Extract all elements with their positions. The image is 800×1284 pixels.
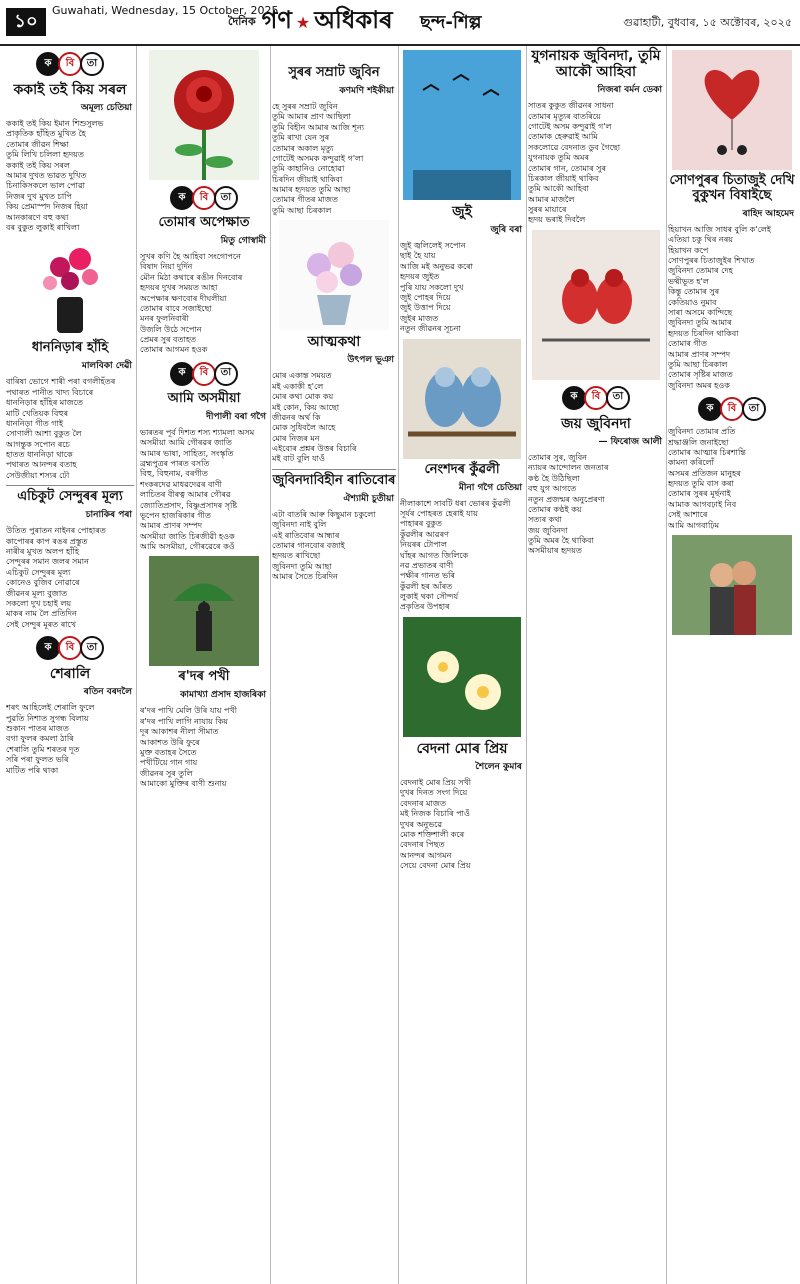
logo-mark-icon: ★ [295, 12, 311, 32]
poem-title: নেংশদৰ কুঁৱলী [424, 461, 500, 477]
poem-title: বেদনা মোৰ প্ৰিয় [416, 740, 508, 757]
flower-pot-image [279, 220, 389, 330]
column-1 [6, 46, 134, 1284]
poem-author: ঐশ্যামী চুতীয়া [343, 493, 394, 504]
poem-title: তোমাৰ অপেক্ষাত [158, 215, 250, 230]
poem-title: এচিকুট সেন্দুৰৰ মূল্য [17, 489, 123, 505]
poem-author: — ফিৰোজ আলী [598, 436, 662, 447]
poem-body: এটা বাতৰি আৰু কিছুমান চকুলো জুবিনদা নাই বুলি এই ৰাতিবোৰ আন্ধাৰ তোমাৰ গানবোৰ বজাই হৃদয়ত ৰাখিছো জুবিনদা তুমি আছা আমাৰ সৈতে চিৰদিন [272, 509, 376, 582]
kobita-badge: ক বি তা [140, 186, 268, 210]
poem-title: জয় জুবিনদা [561, 415, 631, 432]
poem-title: যুগনায়ক জুবিনদা, তুমি আকৌ আহিবা [531, 48, 661, 81]
section-title: ছন্দ-শিল্প [420, 12, 482, 33]
poem-author: উৎপল ভূঞা [347, 355, 394, 366]
masthead [0, 0, 800, 46]
logo-adhikar: অধিকাৰ [314, 6, 393, 34]
kobita-badge: ক বি তা [668, 397, 796, 421]
birds-sky-image [403, 50, 521, 200]
red-birds-image [532, 230, 660, 380]
poem-author: কণমণি শইকীয়া [339, 85, 394, 96]
poem-body: সুখৰ কণি হৈ আহিবা সংগোপনে বিষাদ নিয়া দুৰ্দিন মৌন মিঠা কথাৰে ৰঙীন দিনবোৰ হৃদয়ৰ দুখৰ সময়ত আহা অপেক্ষাৰ ক্ষণবোৰ দীঘলীয়া তোমাৰ বাবে সজাইছো মনৰ ফুলনিবাৰী উজলি উঠে সপোন প্ৰেমৰ সুৰ বতাহত তোমাৰ আগমন হওক [140, 251, 243, 355]
flower-vase-image [35, 237, 105, 337]
poem-author: মিতু গোস্বামী [220, 235, 266, 246]
poem-body: হে সুৰৰ সম্ৰাট জুবিন তুমি আমাৰ প্ৰাণ আছিলা তুমি বিহীন আমাৰ আজি শূন্য তুমি ৰাখা যেন সুৰ তোমাৰ অকাল মৃত্যু গোটেই অসমক কন্দুৱাই গ'লা তুমি কাহানিও নোহোৱা চিৰদিন জীয়াই থাকিবা আমাৰ হৃদয়ত তুমি আছা তোমাৰ গীতৰ মাজত তুমি আছা চিৰকাল [272, 101, 365, 215]
poem-body: সাতৰ কুকুত জীৱনৰ সাধনা তোমাৰ মৃত্যুৰ বাতৰিয়ে গোটেই অসম কন্দুৱাই গ'ল তোমাক হেৰুৱাই আমি সকলোৱে বেদনাত ডুব গৈছো যুগনায়ক তুমি অমৰ তোমাৰ গান, তোমাৰ সুৰ চিৰকাল জীয়াই থাকিব তুমি আকৌ আহিবা আমাৰ মাজলৈ সুৰৰ মায়াৰে হৃদয় ভৰাই দিবলৈ [528, 101, 621, 225]
logo-prefix: দৈনিক [228, 14, 256, 28]
poem-author: মীনা গগৈ চেতিয়া [458, 482, 522, 493]
kobita-badge: ক বি তা [140, 362, 268, 386]
red-rose-image [149, 50, 259, 180]
column-3 [272, 46, 396, 1284]
poem-body: ভাৰতৰ পূৰ্ব দিশত শস্য শ্যামলা অসম অসমীয়া আমি গৌৰৱৰ জাতি আমাৰ ভাষা, সাহিত্য, সংস্কৃতি ব্ৰহ্মপুত্ৰৰ পাৰত বসতি বিহু, বিহুনাম, বৰগীত শংকৰদেৱ মাধৱদেৱৰ বাণী লাচিতৰ বীৰত্ব আমাৰ গৌৰৱ জ্যোতিপ্ৰসাদ, বিষ্ণুপ্ৰসাদৰ সৃষ্টি ভূপেন হাজৰিকাৰ গীত আমাৰ প্ৰাণৰ সম্পদ অসমীয়া জাতি চিৰজীৱী হওক আমি অসমীয়া, গৌৰৱেৰে কওঁ [140, 427, 255, 552]
poem-author: দীপালী বৰা গগৈ [206, 411, 266, 422]
parrots-image [403, 339, 521, 459]
column-4 [400, 46, 524, 1284]
column-6 [668, 46, 796, 1284]
heart-balloon-image [672, 50, 792, 170]
dateline-assamese: গুৱাহাটী, বুধবাৰ, ১৫ অক্টোবৰ, ২০২৫ [623, 16, 792, 29]
poem-body: হিয়াখন আজি সাধৰ বুলি ক'লেই এতিয়া চকু থিৰ নৰয় হিয়াখন কপে সোণপুৰৰ চিতাজুইৰ শিখাত জুবিনদা তোমাৰ দেহ ভষ্মীভূত হ'ল কিন্তু তোমাৰ সুৰ কেতিয়াও নুমাব সাৰা অসমে কান্দিছে জুবিনদা তুমি আমাৰ হৃদয়ত চিৰদিন থাকিবা তোমাৰ গীত আমাৰ প্ৰাণৰ সম্পদ তুমি আছা চিৰকাল তোমাৰ সৃষ্টিৰ মাজত জুবিনদা অমৰ হওক [668, 224, 771, 390]
poem-title: শেৰালি [49, 666, 91, 683]
poem-body: জুবিনদা তোমাৰ প্ৰতি শ্ৰদ্ধাঞ্জলি জনাইছো তোমাৰ আত্মাৰ চিৰশান্তি কামনা কৰিলোঁ অসমৰ প্ৰতিজন মানুহৰ হৃদয়ত তুমি বাস কৰা তোমাৰ সুৰৰ মূৰ্ছনাই আমাক আগবঢ়াই নিব সেই আশাৰে আমি আগবাঢ়িম [668, 427, 746, 530]
frangipani-flowers-image [403, 617, 521, 737]
poem-title: জুবিনদাবিহীন ৰাতিবোৰ [272, 472, 396, 488]
poem-author: জুৰি বৰা [490, 225, 522, 236]
poem-title: সোণপুৰৰ চিতাজুই দেখি বুকুখন বিষাইছে [669, 173, 795, 203]
poem-author: মালবিকা দেৱী [81, 361, 132, 372]
poem-author: শৈলেন কুমাৰ [475, 761, 522, 772]
kobita-badge: ক বি তা [6, 636, 134, 660]
poem-author: ৰতিন বৰদলৈ [83, 687, 132, 698]
poem-author: ৰাহিদ আহমেদ [742, 208, 794, 219]
poem-body: বাৰিষা ভোগে শাৰী পৰা বগলীহঁতৰ পথাৰত পানীত খাদ্য বিচাৰে ধাননিড়াৰ হাঁহিৰ মাজতে মাটি খেতিয়ক বিহুৰ ধাননিড়া গীত গাই সোণালী আশা বুকুত লৈ আগন্তুক সপোন ৰচে হাতত ধাননিড়া থাকে পথাৰত আনন্দৰ বতাহ সেউজীয়া শস্যৰ ঢৌ [6, 377, 116, 480]
poem-body: মোৰ একান্ত সময়ত মই একাকী হ'লে মোৰ কথা মোক কয় মই কোন, কিয় আছো জীৱনৰ অৰ্থ কি মোক সুধিবলৈ আহে মোৰ নিজৰ মন এইবোৰ প্ৰশ্নৰ উত্তৰ বিচাৰি মই বাট বুলি যাওঁ [272, 371, 357, 464]
logo-gana: গণ [261, 6, 292, 34]
poem-title: ককাই তই কিয় সৰল [13, 82, 127, 98]
poem-body: ৰ'দৰ পাখি মেলি উৰি যায় পখী ৰ'দৰ পাখি লাগি নাযায় কিয় দূৰ আকাশৰ নীলা সীমাত আকাশত উৰি ফুৰে মুক্ত বতাহৰ সৈতে পখীটিয়ে গান গায় জীৱনৰ সুৰ তুলি আমাকো মুক্তিৰ বাণী শুনায় [140, 706, 237, 789]
column-5 [528, 46, 664, 1284]
poem-body: নীলাকাশে সাবটি ধৰা ভোৰৰ কুঁৱলী সূৰ্যৰ পোহৰত হেৰাই যায় পাহাৰৰ বুকুত কুঁৱলীৰ আৱৰণ নিয়ৰৰ টোপাল ঘাঁহৰ আগত জিলিকে নৱ প্ৰভাতৰ বাণী পক্ষীৰ গানত ভৰি কুঁৱলী হৰ আঁৰত লুকাই থকা সৌন্দৰ্য প্ৰকৃতিৰ উপহাৰ [400, 498, 511, 612]
poem-author: নিজৰা বৰ্মন ডেকা [597, 85, 662, 96]
poem-body: জুই জ্বলিলেই সপোন ছাই হৈ যায় আজি মই অনুভৱ কৰো হৃদয়ৰ জুইত পুৰি যায় সকলো দুখ জুই পোহৰ দিয়ে জুই উত্তাপ দিয়ে জুইৰ মাজত নতুন জীৱনৰ সূচনা [400, 241, 473, 334]
couple-image [672, 535, 792, 635]
poem-body: উতিত পুৰাতন নাইনৰ পোহাৰত কাপোৰৰ কাপ ৰঙৰ প্ৰস্তুত নাৰীৰ মুখত অলপ হাঁহি সেন্দুৰৰ সমান জলৰ সমান এচিকুট সেন্দুৰৰ মূল্য কোনেও বুজিব নোৱাৰে জীৱনৰ মূল্য বুজাত সকলো দুখ চহাই লয় মাকৰ নাম লৈ প্ৰতিদিন সেই সেন্দুৰ মূৰত ৰাখে [6, 526, 106, 629]
poem-author: অমূল্য চেতিয়া [81, 103, 132, 114]
poem-title: ধাননিড়াৰ হাঁহি [31, 340, 109, 356]
kobita-badge: ক বি তা [528, 386, 664, 410]
poem-title: ৰ'দৰ পখী [178, 669, 230, 685]
kobita-badge: ক বি তা [6, 52, 134, 76]
page-number: ১০ [6, 8, 46, 36]
poem-title: আমি অসমীয়া [167, 390, 241, 406]
poem-author: কামাখ্যা প্ৰসাদ হাজৰিকা [180, 690, 266, 701]
poem-title: জুই [452, 204, 472, 220]
poem-body: ককাই তই কিয় ইমান শিশুসুলভ প্ৰাকৃতিক হাঁহিত মুখিত হৈ তোমাৰ জীৱন শিক্ষা তুমি লিখি চলিলা হৃদয়ত ককাই তই কিয় সৰল আমাৰ দুখত ভাৱত দুখিত চিনাকিসকলে ভাল পোৱা নিজৰ দুখ মুখত চাপি কিয় প্ৰেমাস্পদ নিজৰ হিয়া আনকাৰণে বহু কথা বৰ বুকুত লুকাই ৰাখিলা [6, 119, 104, 232]
umbrella-figure-image [149, 556, 259, 666]
newspaper-logo [228, 2, 393, 42]
poem-title: আত্মকথা [307, 334, 361, 351]
column-2 [140, 46, 268, 1284]
dateline-english: Guwahati, Wednesday, 15 October, 2025 [52, 4, 279, 17]
poem-body: তোমাৰ সুৰ, জুবিন ন্যায়ৰ আন্দোলন জনতাৰ কণ্ঠ হৈ উঠিছিলা বহু যুগ আগতে নতুন প্ৰজন্মৰ অনুপ্ৰেৰণা তোমাৰ কণ্ঠই কয় সত্যৰ কথা জয় জুবিনদা তুমি অমৰ হৈ থাকিবা অসমীয়াৰ হৃদয়ত [528, 452, 609, 556]
poem-title: সুৰৰ সম্ৰাট জুবিন [288, 65, 380, 80]
poem-body: শৰৎ আহিলেই শেৰালি ফুলে পুৱতি নিশাত সুগন্ধ বিলায় শুকান পাতৰ মাজত বগা ফুলৰ কমলা ঠাৰি শেৰালি তুমি শৰতৰ দূত সৰি পৰা ফুলত ভৰি মাটিত পৰি থাকা [6, 703, 95, 775]
poem-body: বেদনাই মোৰ প্ৰিয় সখী দুখৰ দিনত সংগ দিয়ে বেদনাৰ মাজত মই নিজক বিচাৰি পাওঁ দুখৰ অনুভৱে মোক শক্তিশালী কৰে বেদনাৰ পিছত আনন্দৰ আগমন সেয়ে বেদনা মোৰ প্ৰিয় [400, 777, 472, 871]
poem-author: চানাকিৰ পৰা [85, 510, 132, 521]
